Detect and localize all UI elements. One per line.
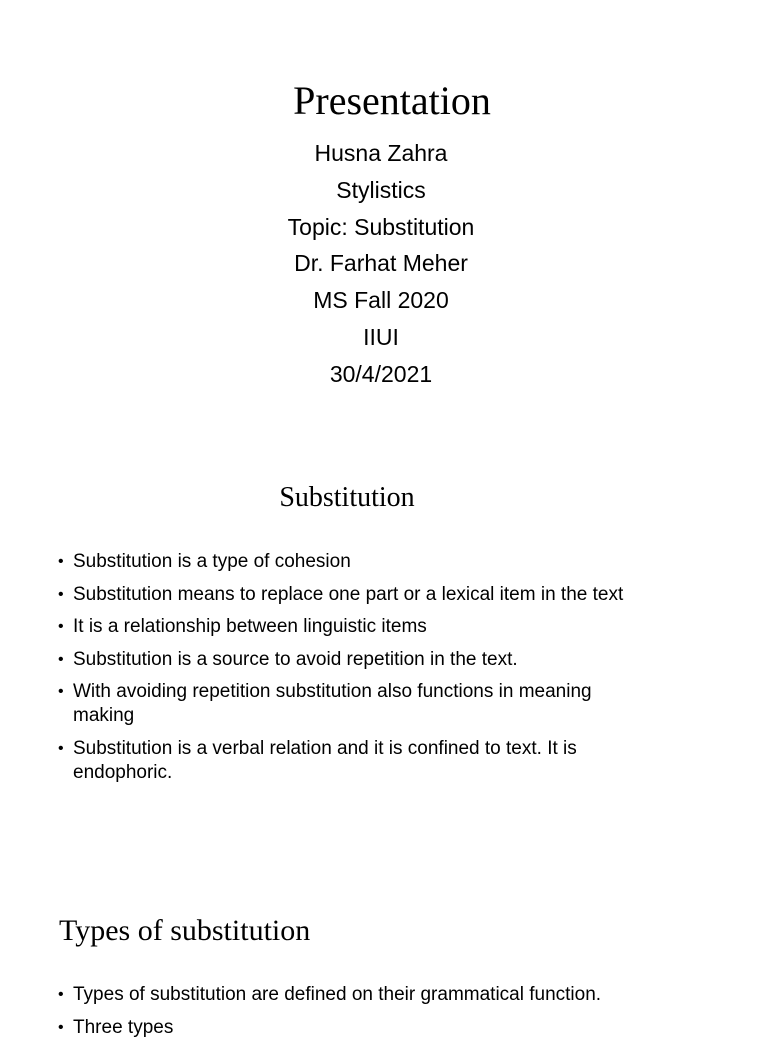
list-item: • Substitution is a type of cohesion — [56, 550, 716, 574]
list-item: • Substitution is a source to avoid repetition in the text. — [56, 648, 716, 672]
slide-title: Types of substitution — [59, 914, 311, 947]
author-name: Husna Zahra — [314, 140, 448, 166]
list-item: • Substitution means to replace one part or a lexical item in the text — [56, 583, 716, 607]
program-line: MS Fall 2020 — [313, 287, 449, 314]
subtitle-block — [0, 139, 762, 397]
course-name: Stylistics — [336, 176, 426, 203]
date-line: 30/4/2021 — [329, 360, 433, 387]
list-item: • It is a relationship between linguistic items — [56, 615, 716, 639]
list-item: • With avoiding repetition substitution also functions in meaning making — [56, 680, 653, 728]
list-item: • Three types — [56, 1016, 716, 1040]
instructor-name: Dr. Farhat Meher — [294, 250, 468, 277]
slide-title: Presentation — [293, 78, 491, 123]
list-item: • Types of substitution are defined on their grammatical function. — [56, 983, 716, 1007]
topic-line: Topic: Substitution — [287, 213, 475, 240]
bullet-list — [56, 983, 716, 1048]
bullet-list — [56, 550, 716, 793]
list-item: • Substitution is a verbal relation and it is confined to text. It is endophoric. — [56, 737, 653, 785]
institution-line: IIUI — [363, 323, 399, 350]
slide-title: Substitution — [279, 482, 415, 513]
